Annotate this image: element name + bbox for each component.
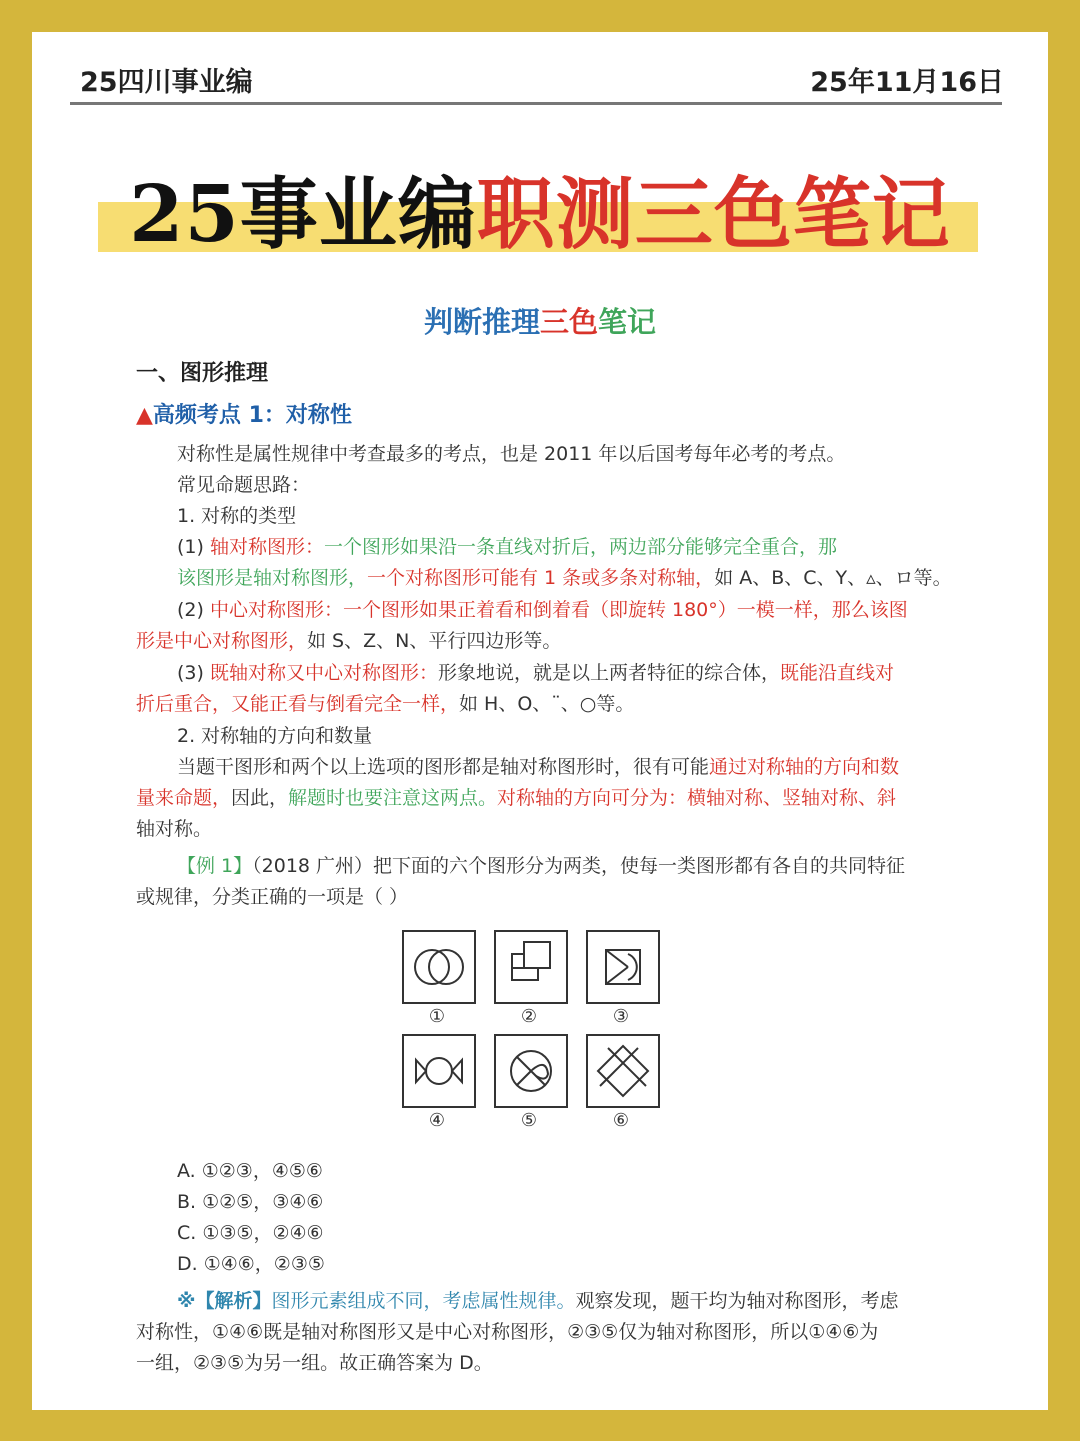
para-4-a: 当题干图形和两个以上选项的图形都是轴对称图形时，很有可能 [177, 756, 710, 778]
example-tag: 【例 1】 [177, 855, 253, 877]
title-red: 职测三色笔记 [476, 169, 951, 260]
para-2-red-2: 形是中心对称图形， [136, 630, 308, 652]
subtitle-red: 三色 [539, 305, 598, 339]
para-2-red-1: 中心对称图形：一个图形如果正着看和倒着看（即旋转 180°）一模一样，那么该图 [209, 599, 908, 621]
example-line-1 [177, 851, 905, 878]
heading-axis: 2. 对称轴的方向和数量 [177, 725, 373, 747]
para-1-rest: 如 A、B、C、Y、▵、ロ等。 [714, 567, 952, 589]
figure-3-label: ③ [612, 1006, 630, 1027]
heading-symmetry-types: 1. 对称的类型 [177, 505, 297, 527]
para-4-red-3: 对称轴的方向可分为：横轴对称、竖轴对称、斜 [497, 787, 897, 809]
para-3-term: 既轴对称又中心对称图形： [209, 662, 438, 684]
subtitle-green: 笔记 [598, 305, 657, 339]
para-1-red: 一个对称图形可能有 1 条或多条对称轴， [367, 567, 715, 589]
para-1-num: (1) [177, 536, 204, 558]
figure-6 [586, 1034, 660, 1108]
page-title [32, 152, 1048, 264]
example-line-2: 或规律，分类正确的一项是（ ） [136, 886, 409, 908]
para-4-green: 解题时也要注意这两点。 [288, 787, 498, 809]
para-1-green-1: 一个图形如果沿一条直线对折后，两边部分能够完全重合，那 [323, 536, 837, 558]
subtitle-blue: 判断推理 [423, 305, 540, 339]
overlapping-squares-icon [496, 932, 566, 1002]
figure-4 [402, 1034, 476, 1108]
para-3-red-2: 折后重合，又能正看与倒看完全一样， [136, 693, 460, 715]
para-4-red-1: 通过对称轴的方向和数 [709, 756, 900, 778]
analysis-text-1: 观察发现，题干均为轴对称图形，考虑 [575, 1290, 899, 1312]
para-2-line-2 [136, 626, 561, 653]
figure-2-label: ② [520, 1006, 538, 1027]
square-arc-icon [588, 932, 658, 1002]
para-2-line-1 [177, 595, 908, 622]
para-1-line-1 [177, 532, 837, 559]
para-1-term: 轴对称图形： [209, 536, 324, 558]
para-4-line-3: 轴对称。 [136, 818, 213, 840]
diamond-cross-icon [588, 1036, 658, 1106]
section-heading: 一、图形推理 [136, 361, 269, 386]
analysis-line-2: 对称性，①④⑥既是轴对称图形又是中心对称图形，②③⑤仅为轴对称图形，所以①④⑥为 [136, 1321, 879, 1343]
triangle-icon: ▲ [136, 403, 153, 428]
title-black: 25事业编 [129, 169, 477, 260]
para-3-num: (3) [177, 662, 204, 684]
figure-3 [586, 930, 660, 1004]
para-4-line-1 [177, 752, 899, 779]
option-d: D. ①④⑥，②③⑤ [177, 1253, 325, 1275]
analysis-teal: 图形元素组成不同，考虑属性规律。 [271, 1290, 576, 1312]
note-page [32, 32, 1048, 1410]
figure-1 [402, 930, 476, 1004]
header-series: 25四川事业编 [80, 67, 253, 98]
header-divider [70, 102, 1002, 105]
para-4-line-2 [136, 783, 896, 810]
header-date: 25年11月16日 [810, 67, 1004, 98]
para-3-mid: 形象地说，就是以上两者特征的综合体， [437, 662, 780, 684]
keypoint-text: 高频考点 1：对称性 [152, 403, 352, 428]
para-3-rest: 如 H、O、¨、○等。 [459, 693, 635, 715]
subtitle [32, 300, 1048, 341]
circle-cross-icon [496, 1036, 566, 1106]
common-label: 常见命题思路： [177, 474, 311, 496]
analysis-line-1 [177, 1286, 899, 1313]
analysis-line-3: 一组，②③⑤为另一组。故正确答案为 D。 [136, 1352, 493, 1374]
intro-text: 对称性是属性规律中考查最多的考点，也是 2011 年以后国考每年必考的考点。 [177, 443, 846, 465]
para-3-line-2 [136, 689, 634, 716]
example-text-1: （2018 广州）把下面的六个图形分为两类，使每一类图形都有各自的共同特征 [252, 855, 906, 877]
candy-icon [404, 1036, 474, 1106]
para-4-red-2: 量来命题， [136, 787, 232, 809]
option-c: C. ①③⑤，②④⑥ [177, 1222, 324, 1244]
keypoint-heading [136, 398, 352, 429]
figure-5-label: ⑤ [520, 1110, 538, 1131]
option-a: A. ①②③，④⑤⑥ [177, 1160, 323, 1182]
figure-5 [494, 1034, 568, 1108]
para-1-green-2: 该图形是轴对称图形， [177, 567, 368, 589]
para-4-b: 因此， [231, 787, 289, 809]
para-3-line-1 [177, 658, 894, 685]
figure-2 [494, 930, 568, 1004]
figure-4-label: ④ [428, 1110, 446, 1131]
para-2-rest: 如 S、Z、N、平行四边形等。 [307, 630, 562, 652]
figure-1-label: ① [428, 1006, 446, 1027]
two-circles-icon [404, 932, 474, 1002]
para-3-red-1: 既能沿直线对 [780, 662, 895, 684]
para-1-line-2 [177, 563, 952, 590]
figure-6-label: ⑥ [612, 1110, 630, 1131]
para-2-num: (2) [177, 599, 204, 621]
option-b: B. ①②⑤，③④⑥ [177, 1191, 324, 1213]
analysis-mark: ※【解析】 [177, 1290, 272, 1312]
